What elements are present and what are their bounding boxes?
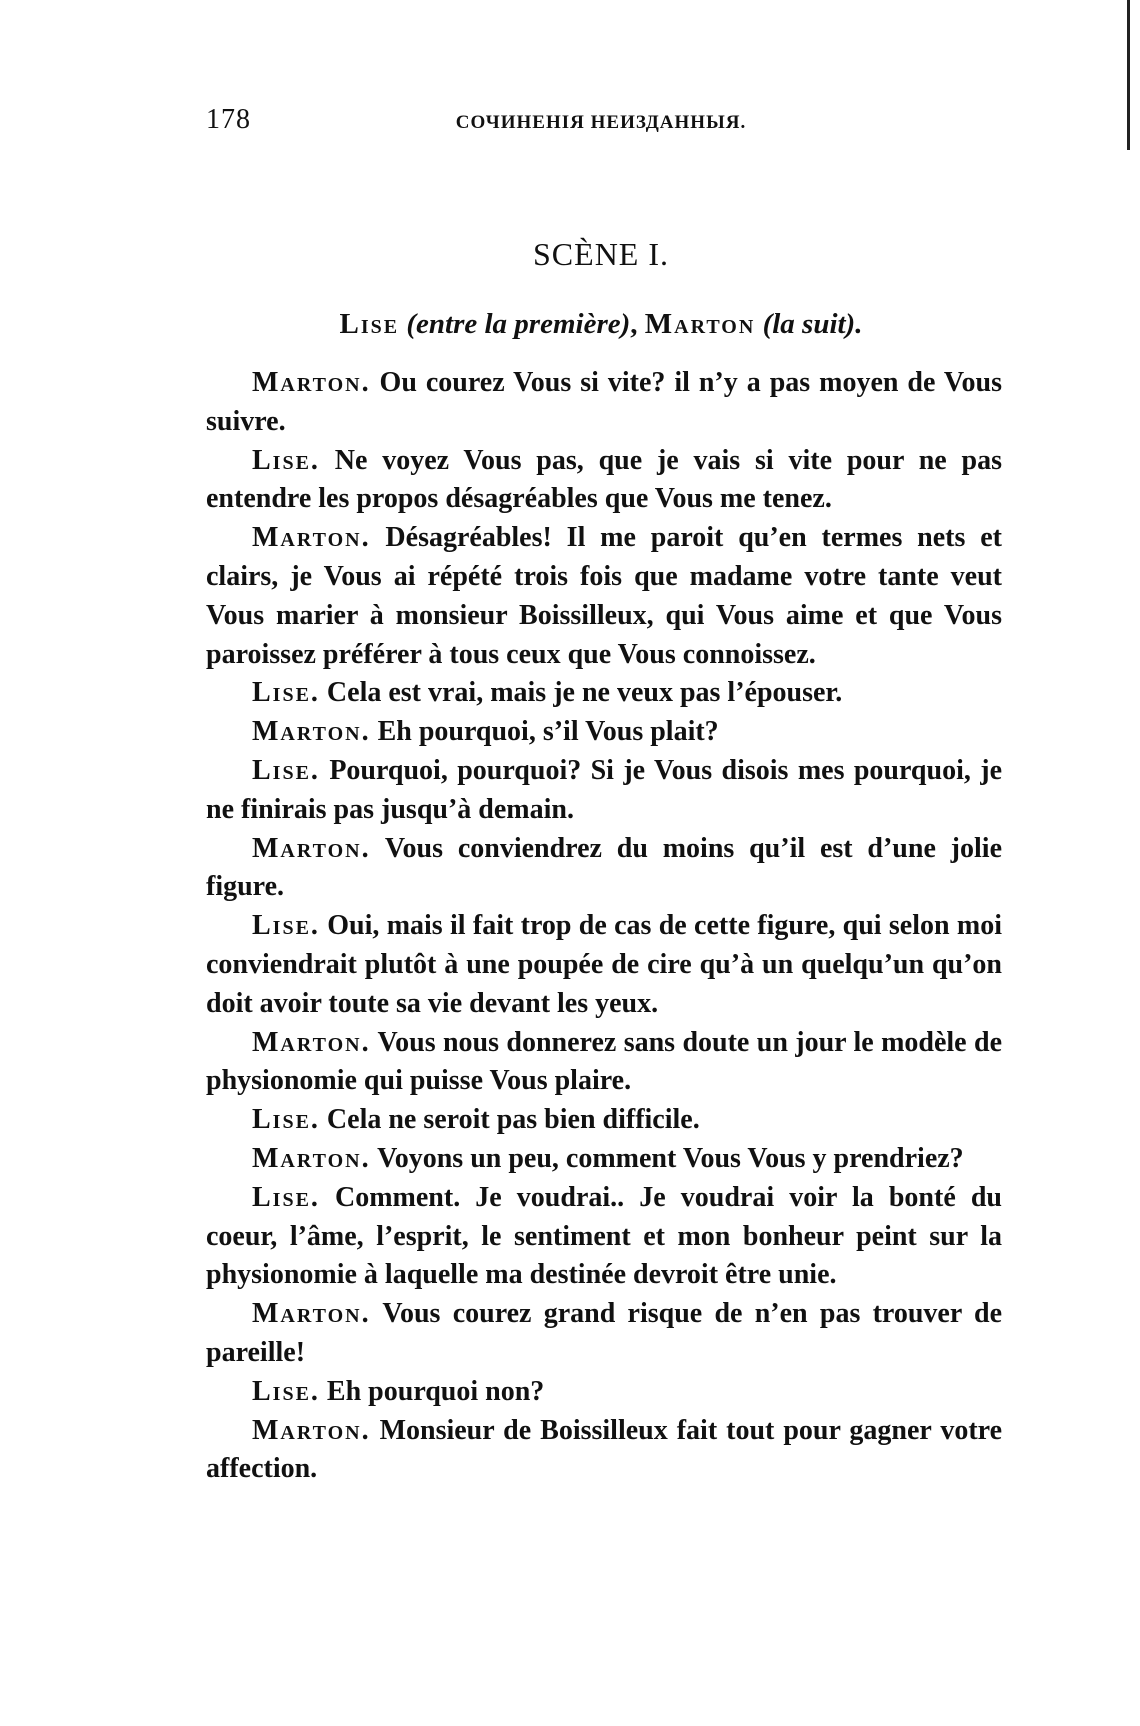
speaker-name: Lise. [252, 910, 320, 942]
cast-marton: Marton [644, 308, 756, 340]
speech-text: Monsieur de Boissilleux fait tout pour gagner votre affection. [206, 1414, 1002, 1485]
running-head [206, 104, 996, 144]
dialogue-body [206, 364, 1002, 1489]
dialogue-line [206, 1295, 1002, 1373]
speech-text: Comment. Je voudrai.. Je voudrai voir la bonté du coeur, l’âme, l’esprit, le sentiment et mon bonheur peint sur la physionomie à laquelle ma destinée devroit être unie. [206, 1181, 1002, 1291]
speech-text: Cela est vrai, mais je ne veux pas l’épouser. [319, 677, 843, 709]
speech-text: Vous nous donnerez sans doute un jour le modèle de physionomie qui puisse Vous plaire. [206, 1026, 1002, 1097]
speaker-name: Lise. [252, 677, 320, 709]
speech-text: Oui, mais il fait trop de cas de cette figure, qui selon moi conviendrait plutôt à une poupée de cire qu’à un quelqu’un qu’on doit avoir toute sa vie devant les yeux. [206, 910, 1002, 1019]
speaker-name: Marton. [252, 1414, 371, 1446]
dialogue-line [206, 1373, 1002, 1412]
speech-text: Cela ne seroit pas bien difficile. [319, 1104, 700, 1136]
dialogue-line [206, 674, 1002, 713]
speech-text: Eh pourquoi non? [319, 1375, 545, 1407]
dialogue-line [206, 907, 1002, 1023]
speaker-name: Lise. [252, 1104, 320, 1136]
speaker-name: Marton. [252, 716, 371, 748]
dialogue-line [206, 1140, 1002, 1179]
speech-text: Vous conviendrez du moins qu’il est d’une jolie figure. [206, 832, 1002, 903]
speaker-name: Marton. [252, 522, 371, 554]
dialogue-line [206, 1101, 1002, 1140]
speaker-name: Marton. [252, 1142, 371, 1174]
speaker-name: Marton. [252, 832, 371, 864]
speaker-name: Lise. [252, 754, 320, 786]
cast-lise: Lise [339, 308, 400, 340]
speech-text: Vous courez grand risque de n’en pas trouver de pareille! [206, 1298, 1002, 1368]
speech-text: Eh pourquoi, s’il Vous plait? [370, 716, 719, 748]
speaker-name: Lise. [252, 1181, 320, 1213]
page-number: 178 [206, 104, 251, 135]
cast-line [206, 308, 996, 341]
dialogue-line [206, 1412, 1002, 1490]
dialogue-line [206, 442, 1002, 520]
dialogue-line [206, 752, 1002, 830]
speech-text: Ou courez Vous si vite? il n’y a pas moyen de Vous suivre. [206, 367, 1002, 437]
dialogue-line [206, 1024, 1002, 1102]
dialogue-line [206, 364, 1002, 442]
page-edge-line [1127, 0, 1130, 150]
dialogue-line [206, 713, 1002, 752]
running-title: СОЧИНЕНІЯ НЕИЗДАННЫЯ. [455, 112, 747, 133]
dialogue-line [206, 830, 1002, 908]
cast-marton-note: (la suit). [762, 308, 863, 340]
speaker-name: Lise. [252, 1375, 320, 1407]
cast-separator: , [630, 308, 638, 340]
speaker-name: Lise. [252, 444, 320, 476]
speaker-name: Marton. [252, 1298, 371, 1330]
speech-text: Voyons un peu, comment Vous Vous y prendriez? [370, 1142, 964, 1174]
speaker-name: Marton. [252, 1026, 371, 1058]
scene-title: SCÈNE I. [533, 236, 669, 272]
cast-lise-note: (entre la première) [406, 308, 631, 340]
speech-text: Désagréables! Il me paroit qu’en termes nets et clairs, je Vous ai répété trois fois que madame votre tante veut Vous marier à monsieur Boissilleux, qui Vous aime et que Vous paroissez préférer à tous ceux que Vous connoissez. [206, 522, 1002, 670]
dialogue-line [206, 1179, 1002, 1295]
speech-text: Pourquoi, pourquoi? Si je Vous disois mes pourquoi, je ne finirais pas jusqu’à demain. [206, 754, 1002, 825]
dialogue-line [206, 519, 1002, 674]
speech-text: Ne voyez Vous pas, que je vais si vite pour ne pas entendre les propos désagréables que Vous me tenez. [206, 444, 1002, 515]
speaker-name: Marton. [252, 367, 371, 398]
